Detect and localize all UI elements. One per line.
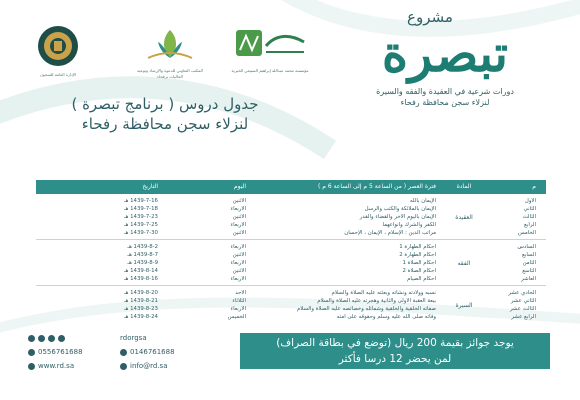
prison-logo-label: الإدارة العامة للسجون [39,72,77,77]
program-branding [350,8,540,108]
facebook-icon [58,335,65,342]
row-date: 1439-8-7 هـ [127,252,158,258]
row-date: 1439-8-23 هـ [123,306,158,312]
group-subject: العقيدة [455,214,473,221]
row-day: الأربعاء [230,260,246,266]
row-day: الأربعاء [230,244,246,250]
table-row [36,276,546,284]
table-row [36,222,546,230]
row-topic: الإيمان بالملائكة والكتب والرسل [364,206,436,212]
header-num: م [532,183,536,190]
phone-icon [120,349,127,356]
row-topic: بيعة العقبة الأولى والثانية وهجرته عليه الصلاة والسلام [317,298,436,304]
row-day: الأربعاء [230,222,246,228]
row-day: الاثنين [232,214,246,220]
row-date: 1439-8-16 هـ [123,276,158,282]
row-topic: صفاته الخلقية والخلقية وشمائله وخصائصه عليه الصلاة والسلام [296,306,436,312]
table-row [36,268,546,276]
row-num: السابع [522,252,536,258]
table-row [36,314,546,322]
row-topic: مراتب الدين : الإسلام ، الإيمان ، الإحسان [344,230,436,236]
row-date: 1439-8-14 هـ [123,268,158,274]
partner-logos [30,24,330,80]
subject-group-fiqh [36,244,546,284]
social-icons [28,334,68,342]
prize-line-1: يوجد جوائز بقيمة 200 ريال (توضع في بطاقة الصراف) [276,337,514,349]
row-topic: وفاته صلى الله عليه وسلم وحقوقه على أمته [336,314,436,320]
coop-office-logo [130,24,210,80]
row-num: السادس [517,244,536,250]
row-topic: نسبه وولادته ونشأته وبعثته عليه الصلاة والسلام [331,290,436,296]
subject-group-seerah [36,290,546,322]
phone-1-number: 0556761688 [38,348,83,356]
row-topic: أحكام الصيام [407,276,436,282]
row-num: الرابع [524,222,536,228]
program-logotype: تبصرة [381,24,509,83]
row-day: الاثنين [232,252,246,258]
row-num: الثالث عشر [509,306,536,312]
row-day: الثلاثاء [232,298,246,304]
row-num: الأول [524,198,536,204]
header-subject: المادة [456,183,472,190]
row-num: الحادي عشر [508,290,536,296]
contact-info [28,334,218,394]
row-topic: أحكام الطهارة 1 [399,244,436,250]
phone-1 [28,348,83,356]
row-num: الرابع عشر [511,314,536,320]
twitter-icon [38,335,45,342]
row-date: 1439-8-9 هـ [127,260,158,266]
row-date: 1439-7-30 هـ [123,230,158,236]
row-topic: أحكام الطهارة 2 [399,252,436,258]
website-text: www.rd.sa [38,362,75,370]
row-day: الخميس [227,314,246,320]
row-date: 1439-7-16 هـ [123,198,158,204]
phone-2 [120,348,175,356]
globe-icon [28,363,35,370]
group-subject: السيرة [455,302,473,309]
table-header [36,180,546,194]
program-audience: لنزلاء سجن محافظة رفحاء [400,98,490,107]
table-row [36,290,546,298]
instagram-icon [28,335,35,342]
whatsapp-icon [28,349,35,356]
header-day: اليوم [233,183,246,190]
row-date: 1439-7-23 هـ [123,214,158,220]
email-link[interactable] [120,362,168,370]
row-date: 1439-8-24 هـ [123,314,158,320]
group-divider [36,239,546,240]
row-num: العاشر [521,276,536,282]
row-date: 1439-7-25 هـ [123,222,158,228]
lessons-table [36,180,546,320]
table-row [36,214,546,222]
row-num: التاسع [522,268,536,274]
header-date: التاريخ [142,183,158,190]
phone-2-number: 0146761688 [130,348,175,356]
table-row [36,260,546,268]
row-day: الأحد [235,290,246,296]
table-row [36,252,546,260]
row-topic: أحكام الصلاة 1 [402,260,436,266]
row-day: الاثنين [232,198,246,204]
row-num: الخامس [517,230,536,236]
coop-logo-label: المكتب التعاوني للدعوة والإرشاد وتوعية الجاليات برفحاء [137,68,203,79]
row-day: الاثنين [232,268,246,274]
row-topic: الإيمان باليوم الآخر والقضاء والقدر [359,214,436,220]
row-date: 1439-8-2 هـ [127,244,158,250]
schedule-title [40,94,290,134]
social-handle: rdorgsa [120,334,147,342]
row-num: الثامن [522,260,536,266]
group-subject: الفقه [457,260,471,267]
row-topic: الكفر والشرك وأنواعهما [382,222,436,228]
table-row [36,306,546,314]
table-row [36,244,546,252]
schedule-title-line-2: لنزلاء سجن محافظة رفحاء [81,115,249,133]
header-topic: فترة العصر ( من الساعة 5 م إلى الساعة 6 م ) [317,183,436,190]
prison-directorate-logo [36,24,80,80]
row-date: 1439-8-21 هـ [123,298,158,304]
row-topic: أحكام الصلاة 2 [402,268,436,274]
group-divider [36,285,546,286]
mail-icon [120,363,127,370]
program-tagline: دورات شرعية في العقيدة والفقه والسيرة [376,87,514,96]
website-link[interactable] [28,362,74,370]
table-row [36,298,546,306]
row-date: 1439-8-20 هـ [123,290,158,296]
row-date: 1439-7-18 هـ [123,206,158,212]
row-day: الأربعاء [230,276,246,282]
youtube-icon [48,335,55,342]
row-day: الأربعاء [230,206,246,212]
schedule-title-line-1: جدول دروس ( برنامج تبصرة ) [71,95,259,113]
table-row [36,198,546,206]
row-day: الاثنين [232,230,246,236]
table-row [36,230,546,238]
row-num: الثاني [523,206,536,212]
row-day: الأربعاء [230,306,246,312]
subject-group-aqeedah [36,198,546,238]
email-text: info@rd.sa [130,362,168,370]
prize-banner [240,333,550,369]
project-label: مشروع [407,8,453,26]
prize-line-2: لمن يحضر 12 درسا فأكثر [338,353,452,365]
row-num: الثاني عشر [510,298,536,304]
row-num: الثالث [522,214,536,220]
table-row [36,206,546,214]
foundation-logo [230,24,310,80]
foundation-logo-label: مؤسسة محمد عبدالله إبراهيم السبيعي الخيرية [231,68,309,73]
row-topic: الإيمان بالله [410,198,436,204]
